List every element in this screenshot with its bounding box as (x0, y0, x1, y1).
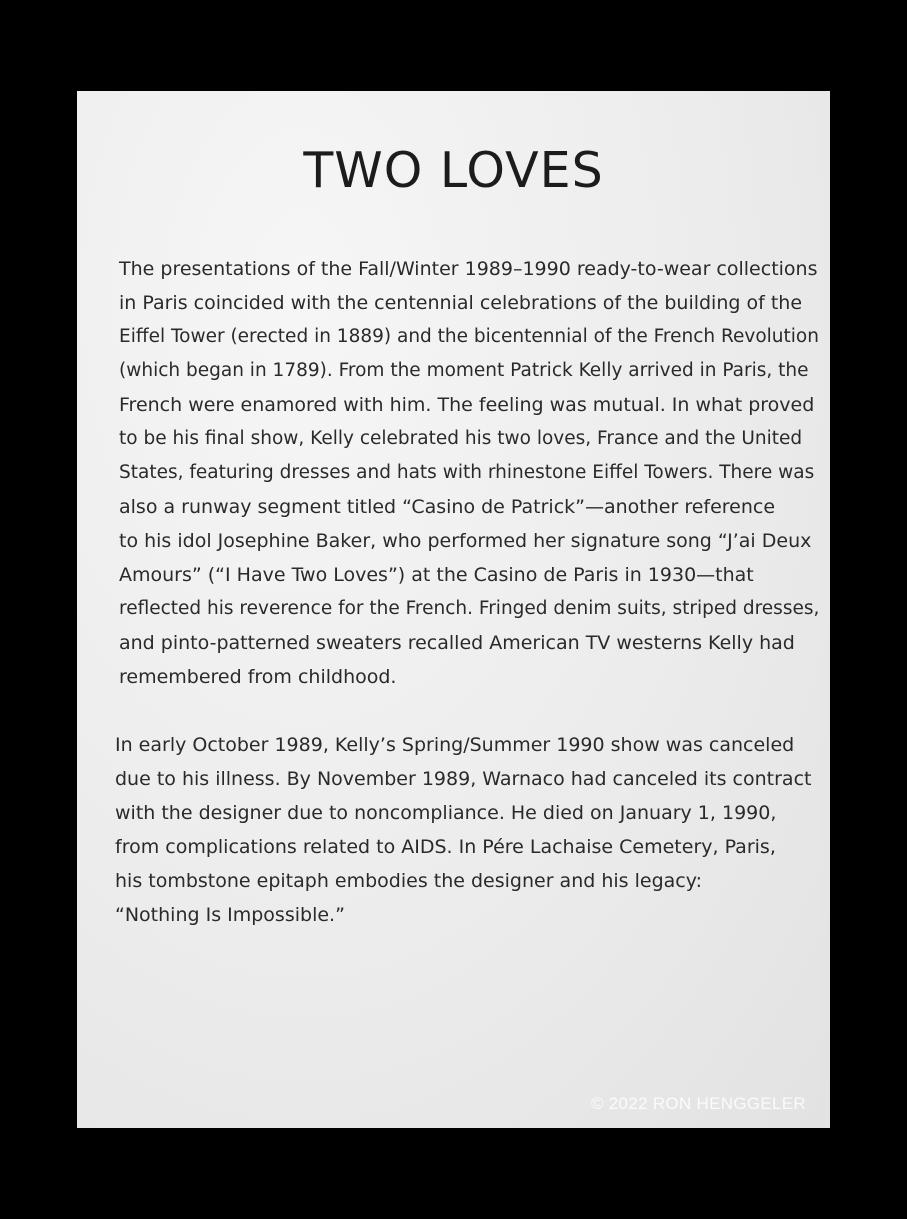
text-line: States, featuring dresses and hats with rhinestone Eiffel Towers. There was (119, 462, 815, 483)
placard-paragraph-2 (115, 728, 815, 932)
text-line: his tombstone epitaph embodies the designer and his legacy: (115, 870, 702, 892)
text-line: also a runway segment titled “Casino de Patrick”—another reference (119, 496, 776, 518)
exhibit-placard (77, 91, 830, 1128)
text-line: French were enamored with him. The feeling was mutual. In what proved (119, 394, 815, 416)
placard-title: TWO LOVES (303, 142, 604, 199)
text-line: with the designer due to noncompliance. He died on January 1, 1990, (115, 802, 777, 824)
text-line: to be his final show, Kelly celebrated his two loves, France and the United (119, 428, 803, 449)
text-line: (which began in 1789). From the moment Patrick Kelly arrived in Paris, the (119, 360, 809, 381)
text-line: from complications related to AIDS. In Pére Lachaise Cemetery, Paris, (115, 836, 776, 858)
text-line: In early October 1989, Kelly’s Spring/Summer 1990 show was canceled (115, 734, 795, 756)
text-line: to his idol Josephine Baker, who performed her signature song “J’ai Deux (119, 530, 812, 552)
text-line: Amours” (“I Have Two Loves”) at the Casino de Paris in 1930—that (119, 564, 754, 586)
text-line: “Nothing Is Impossible.” (115, 904, 345, 926)
text-line: due to his illness. By November 1989, Warnaco had canceled its contract (115, 768, 812, 790)
placard-paragraph-1 (119, 252, 819, 694)
text-line: and pinto-patterned sweaters recalled American TV westerns Kelly had (119, 632, 795, 654)
text-line: in Paris coincided with the centennial celebrations of the building of the (119, 292, 803, 314)
text-line: reflected his reverence for the French. Fringed denim suits, striped dresses, (119, 598, 820, 619)
copyright-watermark: © 2022 RON HENGGELER (590, 1094, 806, 1113)
text-line: Eiffel Tower (erected in 1889) and the bicentennial of the French Revolution (119, 326, 819, 347)
text-line: The presentations of the Fall/Winter 1989–1990 ready-to-wear collections (119, 258, 818, 280)
text-line: remembered from childhood. (119, 666, 397, 688)
